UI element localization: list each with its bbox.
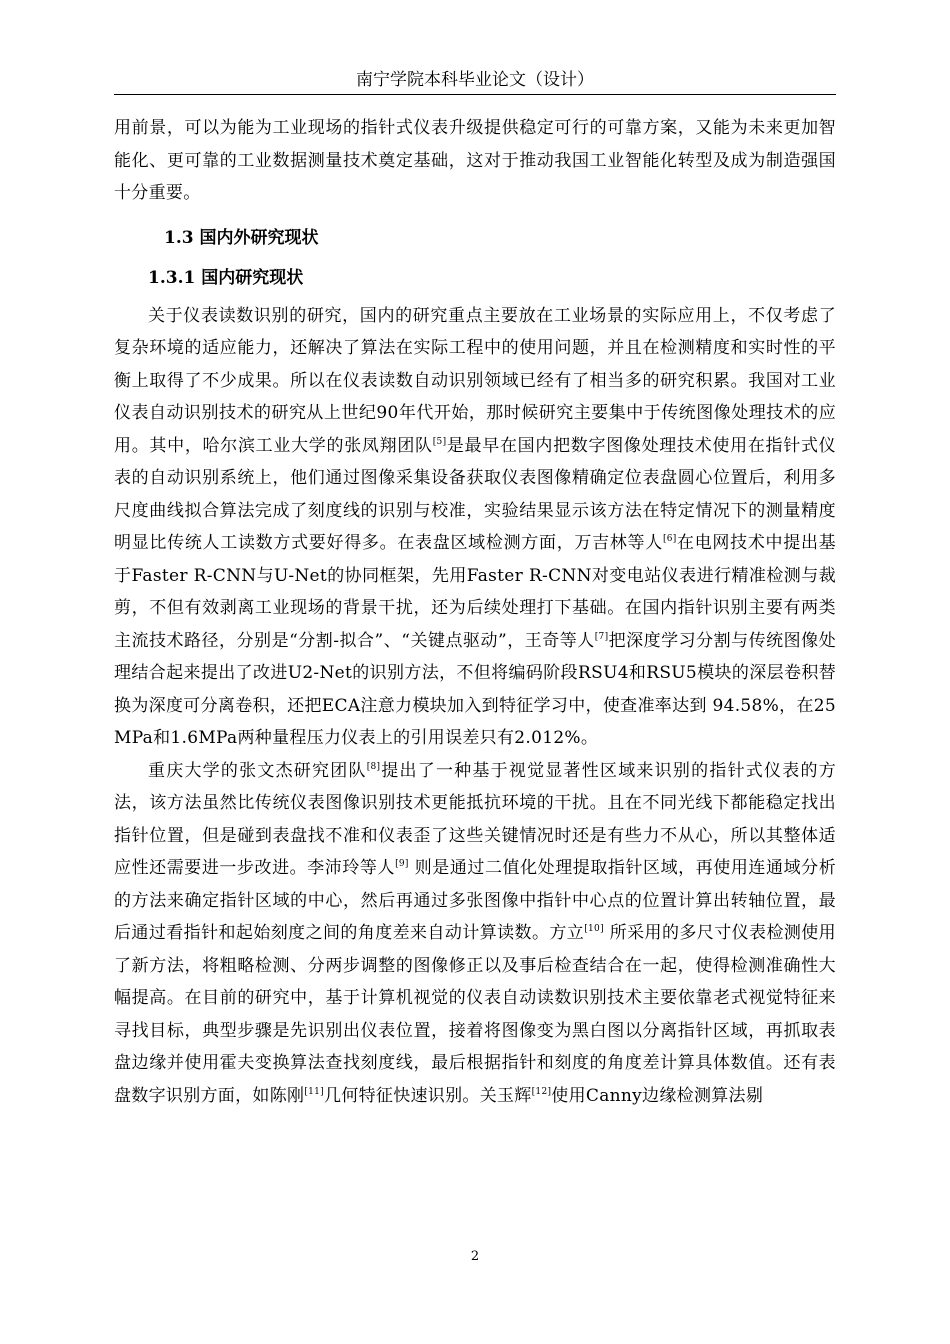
paragraph-text: 提出了一种基于视觉显著性区域来识别的指针式仪表的方法，该方法虽然比传统仪表图像识别技术更能抵抗环境的干扰。且在不同光线下都能稳定找出指针位置，但是碰到表盘找不准和仪表歪了这些关键情况时还是有些力不从心，所以其整体适应性还需要进一步改进。李沛玲等人 xyxy=(114,760,836,878)
citation-ref: [5] xyxy=(432,436,447,447)
paragraph-text: 把深度学习分割与传统图像处理结合起来提出了改进U2-Net的识别方法，不但将编码阶段RSU4和RSU5模块的深层卷积替换为深度可分离卷积，还把ECA注意力模块加入到特征学习中，使查准率达到 94.58%，在25MPa和1.6MPa两种量程压力仪表上的引用误差只有2.012%。 xyxy=(114,630,836,748)
citation-ref: [11] xyxy=(304,1086,324,1097)
header-rule xyxy=(114,94,836,95)
paragraph-text: 是最早在国内把数字图像处理技术使用在指针式仪表的自动识别系统上，他们通过图像采集设备获取仪表图像精确定位表盘圆心位置后，利用多尺度曲线拟合算法完成了刻度线的识别与校准，实验结果显示该方法在特定情况下的测量精度明显比传统人工读数方式要好得多。在表盘区域检测方面，万吉林等人 xyxy=(114,435,836,553)
paragraph-continuation: 用前景，可以为能为工业现场的指针式仪表升级提供稳定可行的可靠方案，又能为未来更加智能化、更可靠的工业数据测量技术奠定基础，这对于推动我国工业智能化转型及成为制造强国十分重要。 xyxy=(114,118,836,203)
subsection-heading: 1.3.1 国内研究现状 xyxy=(148,267,304,288)
paragraph-text: 几何特征快速识别。关玉辉 xyxy=(324,1085,532,1106)
paragraph-domestic-research-1 xyxy=(114,300,836,755)
paragraph-text: 所采用的多尺寸仪表检测使用了新方法，将粗略检测、分两步调整的图像修正以及事后检查结合在一起，使得检测准确性大幅提高。在目前的研究中，基于计算机视觉的仪表自动读数识别技术主要依靠老式视觉特征来寻找目标，典型步骤是先识别出仪表位置，接着将图像变为黑白图以分离指针区域，再抓取表盘边缘并使用霍夫变换算法查找刻度线，最后根据指针和刻度的角度差计算具体数值。还有表盘数字识别方面，如陈刚 xyxy=(114,923,836,1106)
paragraph-text: 在电网技术中提出基于Faster R-CNN与U-Net的协同框架，先用Faster R-CNN对变电站仪表进行精准检测与裁剪，不但有效剥离工业现场的背景干扰，还为后续处理打下基础。在国内指针识别主要有两类主流技术路径，分别是“分割-拟合”、“关键点驱动”，王奇等人 xyxy=(114,533,836,651)
page-body xyxy=(114,112,836,1112)
paragraph-text: 重庆大学的张文杰研究团队 xyxy=(148,760,367,781)
page-number: 2 xyxy=(470,1249,480,1264)
citation-ref: [9] xyxy=(395,859,409,869)
citation-ref: [12] xyxy=(531,1086,552,1097)
paragraph-domestic-research-2 xyxy=(114,755,836,1113)
citation-ref: [7] xyxy=(594,631,609,642)
citation-ref: [10] xyxy=(584,924,604,934)
paragraph-text: 使用Canny边缘检测算法剔 xyxy=(551,1085,764,1106)
paragraph-text: 则是通过二值化处理提取指针区域，再使用连通域分析的方法来确定指针区域的中心，然后再通过多张图像中指针中心点的位置计算出转轴位置，最后通过看指针和起始刻度之间的角度差来自动计算读数。方立 xyxy=(114,858,836,943)
citation-ref: [8] xyxy=(366,761,381,772)
citation-ref: [6] xyxy=(662,534,677,544)
section-heading: 1.3 国内外研究现状 xyxy=(164,227,319,248)
running-header: 南宁学院本科毕业论文（设计） xyxy=(356,70,594,90)
paragraph-text: 关于仪表读数识别的研究，国内的研究重点主要放在工业场景的实际应用上，不仅考虑了复杂环境的适应能力，还解决了算法在实际工程中的使用问题，并且在检测精度和实时性的平衡上取得了不少成果。所以在仪表读数自动识别领域已经有了相当多的研究积累。我国对工业仪表自动识别技术的研究从上世纪90年代开始，那时候研究主要集中于传统图像处理技术的应用。其中，哈尔滨工业大学的张凤翔团队 xyxy=(114,305,836,456)
